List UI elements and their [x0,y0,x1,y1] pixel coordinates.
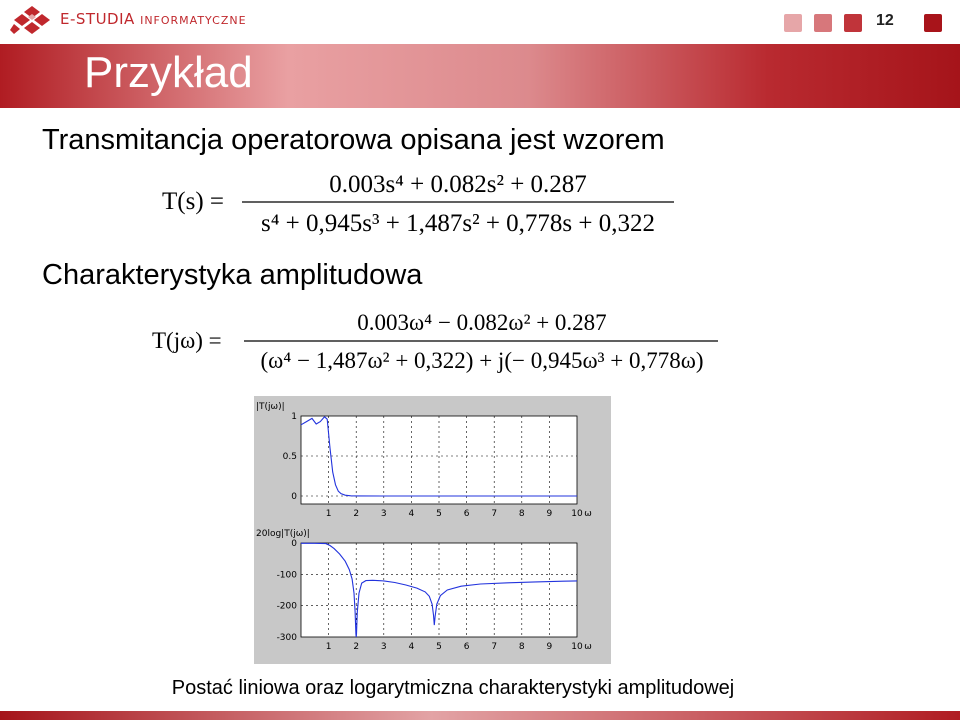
plot1-xtick-label: 10 [571,509,583,519]
decor-square-4 [924,14,942,32]
plot2-xtick-label: 3 [380,642,387,652]
plot2-ylabel: 20log|T(jω)| [256,529,310,539]
plot2-xtick-label: 9 [546,642,553,652]
formula2-lhs: T(jω) = [152,328,222,353]
formula-amplitude [148,306,728,382]
plot1-xtick-label: 4 [408,509,415,519]
plot2-ytick-label: -300 [276,633,297,643]
e-studia-logo-icon [10,4,54,38]
plot1-xtick-label: 5 [436,509,442,519]
decor-squares [784,14,862,32]
plot1-ytick-label: 1 [291,412,297,422]
formula1-denominator: s⁴ + 0,945s³ + 1,487s² + 0,778s + 0,322 [260,210,656,237]
plot1-xtick-label: 8 [518,509,525,519]
plot2-xtick-label: 2 [353,642,360,652]
plot1-axes-box [301,416,577,504]
plot1-ylabel: |T(jω)| [256,402,285,412]
plot1-xtick-label: 3 [380,509,387,519]
plot2-ytick-label: 0 [291,539,297,549]
plot2-xtick-label: 4 [408,642,415,652]
plot1-xlabel: ω [584,509,592,519]
plot1-xtick-label: 7 [491,509,498,519]
formula1-lhs: T(s) = [162,188,224,215]
plot1-xtick-label: 2 [353,509,360,519]
decor-square-1 [784,14,802,32]
plot2-xlabel: ω [584,642,592,652]
plot2-xtick-label: 7 [491,642,498,652]
brand-sub: INFORMATYCZNE [140,14,247,27]
plot1-xtick-label: 1 [325,509,332,519]
formula2-denominator: (ω⁴ − 1,487ω² + 0,322) + j(− 0,945ω³ + 0,778ω) [260,348,704,373]
formula1-numerator: 0.003s⁴ + 0.082s² + 0.287 [329,171,587,198]
plot2-xtick-label: 6 [463,642,470,652]
page-number: 12 [876,12,894,29]
text-amplitude-characteristic: Charakterystyka amplitudowa [42,259,423,291]
plot2-xtick-label: 10 [571,642,583,652]
brand-name [60,10,247,28]
bottom-bar [0,711,960,720]
decor-square-2 [814,14,832,32]
plot2-xtick-label: 1 [325,642,332,652]
plot2-xtick-label: 5 [436,642,442,652]
plot1-ytick-label: 0 [291,492,297,502]
formula2-numerator: 0.003ω⁴ − 0.082ω² + 0.287 [357,310,607,335]
plot-canvas [254,396,611,664]
formula-transfer-function [150,164,690,240]
brand-main: E-STUDIA [60,10,135,28]
slide-title: Przykład [84,48,253,97]
figure-caption: Postać liniowa oraz logarytmiczna charakterystyki amplitudowej [171,677,735,699]
plot-figure [254,396,611,664]
text-transmittance: Transmitancja operatorowa opisana jest wzorem [42,124,665,156]
decor-square-3 [844,14,862,32]
plot2-ytick-label: -100 [276,570,297,581]
plot2-xtick-label: 8 [518,642,525,652]
plot2-ytick-label: -200 [276,601,297,612]
plot1-ytick-label: 0.5 [282,452,297,462]
plot1-xtick-label: 6 [463,509,470,519]
plot1-xtick-label: 9 [546,509,553,519]
